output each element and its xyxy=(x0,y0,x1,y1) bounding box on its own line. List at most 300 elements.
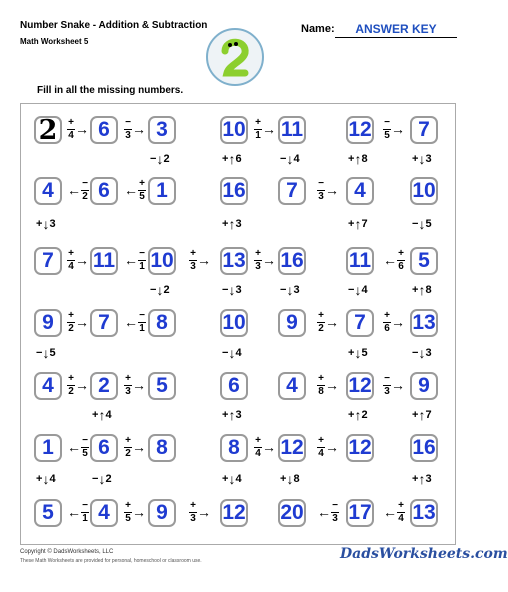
operator-amount: 2 xyxy=(125,448,131,459)
number-cell: 16 xyxy=(278,247,306,275)
operator xyxy=(222,152,242,166)
operator-amount: 3 xyxy=(425,152,432,165)
operator-amount: 3 xyxy=(235,218,242,230)
operator xyxy=(348,346,368,360)
number-cell: 1 xyxy=(148,177,176,205)
arrow-right-icon: → xyxy=(75,252,89,268)
operator-sign: + xyxy=(222,409,229,421)
arrow-right-icon: → xyxy=(75,314,89,330)
operator-amount: 8 xyxy=(361,152,368,165)
operator xyxy=(222,408,242,422)
arrow-down-icon: ↓ xyxy=(42,344,50,361)
arrow-left-icon: ← xyxy=(383,252,397,268)
operator-fraction xyxy=(138,249,146,272)
operator-fraction xyxy=(254,436,262,459)
number-cell: 6 xyxy=(90,434,118,462)
operator-sign: + xyxy=(222,472,229,485)
operator-fraction xyxy=(124,501,132,524)
operator xyxy=(348,152,368,166)
operator-amount: 6 xyxy=(235,152,242,165)
number-cell: 7 xyxy=(346,309,374,337)
operator xyxy=(189,249,211,272)
operator-sign: + xyxy=(222,152,229,165)
arrow-right-icon: → xyxy=(75,377,89,393)
operator-sign: + xyxy=(384,310,390,321)
operator-amount: 3 xyxy=(318,191,324,202)
name-field[interactable]: ANSWER KEY xyxy=(335,22,457,38)
operator-amount: 4 xyxy=(235,346,242,359)
operator xyxy=(92,472,112,486)
operator-fraction xyxy=(138,179,146,202)
arrow-left-icon: ← xyxy=(383,504,397,520)
operator xyxy=(383,501,405,524)
operator xyxy=(150,152,170,166)
number-cell: 2 xyxy=(90,372,118,400)
operator-sign: + xyxy=(222,218,229,230)
operator-sign: − xyxy=(222,284,229,296)
operator-fraction xyxy=(67,118,75,141)
arrow-left-icon: ← xyxy=(317,504,331,520)
operator-sign: − xyxy=(222,346,229,359)
arrow-left-icon: ← xyxy=(124,314,138,330)
number-cell: 12 xyxy=(346,372,374,400)
operator xyxy=(280,283,300,297)
arrow-down-icon: ↓ xyxy=(418,150,426,167)
operator-sign: − xyxy=(82,435,88,446)
operator xyxy=(67,501,89,524)
operator-sign: − xyxy=(82,178,88,189)
operator xyxy=(254,118,276,141)
number-cell: 16 xyxy=(220,177,248,205)
copyright-text: Copyright © DadsWorksheets, LLC xyxy=(20,549,114,555)
operator-amount: 4 xyxy=(105,409,112,421)
operator-sign: − xyxy=(412,346,419,359)
operator-amount: 2 xyxy=(361,409,368,421)
operator-amount: 3 xyxy=(293,284,300,296)
arrow-down-icon: ↓ xyxy=(286,150,294,167)
number-cell: 4 xyxy=(90,499,118,527)
operator-sign: − xyxy=(125,117,131,128)
operator-sign: + xyxy=(412,284,419,296)
operator-amount: 1 xyxy=(82,513,88,524)
operator-fraction xyxy=(331,501,339,524)
operator xyxy=(36,346,56,360)
operator-sign: − xyxy=(412,218,419,230)
arrow-right-icon: → xyxy=(132,504,146,520)
operator xyxy=(150,283,170,297)
operator-amount: 2 xyxy=(105,472,112,485)
operator-amount: 1 xyxy=(139,323,145,334)
operator-sign: − xyxy=(318,178,324,189)
operator xyxy=(383,311,405,334)
operator-sign: + xyxy=(348,218,355,230)
operator-sign: + xyxy=(318,310,324,321)
number-cell: 4 xyxy=(34,177,62,205)
number-cell: 6 xyxy=(90,177,118,205)
operator-amount: 7 xyxy=(425,409,432,421)
arrow-down-icon: ↓ xyxy=(156,150,164,167)
operator-amount: 3 xyxy=(235,284,242,296)
operator-amount: 5 xyxy=(139,191,145,202)
arrow-up-icon: ↑ xyxy=(228,407,236,423)
operator-amount: 2 xyxy=(163,284,170,296)
operator-sign: + xyxy=(125,500,131,511)
number-cell: 9 xyxy=(410,372,438,400)
arrow-down-icon: ↓ xyxy=(42,216,50,232)
operator-fraction xyxy=(189,249,197,272)
operator-amount: 3 xyxy=(125,130,131,141)
operator-fraction xyxy=(124,118,132,141)
arrow-right-icon: → xyxy=(391,377,405,393)
operator-amount: 3 xyxy=(255,261,261,272)
operator-sign: + xyxy=(139,178,145,189)
operator xyxy=(67,436,89,459)
operator-amount: 4 xyxy=(361,284,368,296)
operator-amount: 5 xyxy=(361,346,368,359)
arrow-up-icon: ↑ xyxy=(354,407,362,423)
usage-note: These Math Worksheets are provided for personal, homeschool or classroom use. xyxy=(20,558,202,564)
name-label: Name: xyxy=(301,23,335,35)
operator-sign: + xyxy=(348,152,355,165)
operator-sign: + xyxy=(190,500,196,511)
operator xyxy=(124,501,146,524)
operator-amount: 3 xyxy=(49,218,56,230)
operator-sign: − xyxy=(280,284,287,296)
operator-amount: 4 xyxy=(318,448,324,459)
operator-fraction xyxy=(383,311,391,334)
number-cell: 4 xyxy=(346,177,374,205)
operator-amount: 2 xyxy=(318,323,324,334)
number-cell: 11 xyxy=(346,247,374,275)
worksheet-title: Number Snake - Addition & Subtraction xyxy=(20,20,208,31)
arrow-down-icon: ↓ xyxy=(354,344,362,361)
operator-sign: + xyxy=(68,373,74,384)
number-cell: 3 xyxy=(148,116,176,144)
operator-sign: + xyxy=(412,152,419,165)
arrow-down-icon: ↓ xyxy=(98,470,106,487)
arrow-down-icon: ↓ xyxy=(42,470,50,487)
operator xyxy=(317,311,339,334)
operator xyxy=(412,283,432,297)
operator xyxy=(383,374,405,397)
operator-fraction xyxy=(189,501,197,524)
operator-amount: 5 xyxy=(82,448,88,459)
operator-amount: 8 xyxy=(293,472,300,485)
number-cell: 10 xyxy=(148,247,176,275)
operator-sign: + xyxy=(412,409,419,421)
operator-amount: 4 xyxy=(293,152,300,165)
arrow-right-icon: → xyxy=(197,252,211,268)
arrow-left-icon: ← xyxy=(124,252,138,268)
operator-amount: 5 xyxy=(384,130,390,141)
operator xyxy=(348,217,368,231)
operator xyxy=(280,152,300,166)
operator-sign: + xyxy=(398,500,404,511)
operator-sign: + xyxy=(280,472,287,485)
snake-logo xyxy=(205,27,265,87)
arrow-right-icon: → xyxy=(262,121,276,137)
operator-sign: − xyxy=(92,472,99,485)
number-cell: 9 xyxy=(34,309,62,337)
operator xyxy=(348,408,368,422)
number-cell: 9 xyxy=(148,499,176,527)
operator-sign: + xyxy=(398,248,404,259)
operator-fraction xyxy=(383,374,391,397)
number-cell: 12 xyxy=(346,434,374,462)
number-cell: 12 xyxy=(220,499,248,527)
operator-fraction xyxy=(397,501,405,524)
arrow-down-icon: ↓ xyxy=(354,282,362,298)
arrow-up-icon: ↑ xyxy=(354,150,362,167)
operator-sign: + xyxy=(318,373,324,384)
arrow-right-icon: → xyxy=(132,121,146,137)
operator-amount: 4 xyxy=(49,472,56,485)
number-cell: 9 xyxy=(278,309,306,337)
arrow-right-icon: → xyxy=(262,252,276,268)
operator xyxy=(124,311,146,334)
operator-sign: − xyxy=(384,373,390,384)
operator-fraction xyxy=(67,311,75,334)
operator-sign: − xyxy=(82,500,88,511)
operator-sign: + xyxy=(92,409,99,421)
operator xyxy=(412,472,432,486)
arrow-down-icon: ↓ xyxy=(228,282,236,298)
operator-sign: − xyxy=(150,152,157,165)
operator-sign: + xyxy=(68,248,74,259)
operator xyxy=(67,374,89,397)
operator xyxy=(317,374,339,397)
operator-amount: 7 xyxy=(361,218,368,230)
operator-amount: 4 xyxy=(68,261,74,272)
arrow-right-icon: → xyxy=(325,182,339,198)
arrow-right-icon: → xyxy=(325,377,339,393)
arrow-right-icon: → xyxy=(197,504,211,520)
number-cell: 7 xyxy=(34,247,62,275)
operator xyxy=(124,118,146,141)
number-cell: 11 xyxy=(278,116,306,144)
operator-amount: 4 xyxy=(68,130,74,141)
operator-amount: 2 xyxy=(68,386,74,397)
operator-amount: 3 xyxy=(332,513,338,524)
number-cell: 5 xyxy=(34,499,62,527)
operator xyxy=(124,374,146,397)
number-cell: 4 xyxy=(278,372,306,400)
operator xyxy=(222,346,242,360)
operator-amount: 4 xyxy=(398,513,404,524)
operator-amount: 2 xyxy=(163,152,170,165)
number-cell: 13 xyxy=(410,309,438,337)
arrow-right-icon: → xyxy=(325,439,339,455)
arrow-right-icon: → xyxy=(132,439,146,455)
operator-amount: 6 xyxy=(398,261,404,272)
operator-amount: 3 xyxy=(235,409,242,421)
arrow-right-icon: → xyxy=(391,314,405,330)
arrow-left-icon: ← xyxy=(67,182,81,198)
arrow-up-icon: ↑ xyxy=(98,407,106,423)
operator-sign: − xyxy=(280,152,287,165)
operator xyxy=(67,249,89,272)
number-cell: 7 xyxy=(410,116,438,144)
number-cell: 4 xyxy=(34,372,62,400)
operator-sign: + xyxy=(348,409,355,421)
number-cell: 7 xyxy=(278,177,306,205)
operator-amount: 3 xyxy=(190,261,196,272)
number-cell: 20 xyxy=(278,499,306,527)
operator xyxy=(317,179,339,202)
arrow-right-icon: → xyxy=(391,121,405,137)
operator xyxy=(222,283,242,297)
operator-sign: + xyxy=(36,472,43,485)
operator-amount: 3 xyxy=(425,472,432,485)
operator-fraction xyxy=(81,179,89,202)
operator xyxy=(317,501,339,524)
operator xyxy=(412,408,432,422)
operator-sign: − xyxy=(150,284,157,296)
operator-fraction xyxy=(81,501,89,524)
arrow-down-icon: ↓ xyxy=(418,344,426,361)
operator-amount: 8 xyxy=(425,284,432,296)
operator xyxy=(36,472,56,486)
arrow-down-icon: ↓ xyxy=(286,282,294,298)
operator-amount: 3 xyxy=(384,386,390,397)
operator-sign: + xyxy=(255,117,261,128)
operator-fraction xyxy=(317,436,325,459)
operator xyxy=(36,217,56,231)
operator-amount: 3 xyxy=(425,346,432,359)
operator-sign: − xyxy=(139,248,145,259)
number-cell: 5 xyxy=(410,247,438,275)
arrow-right-icon: → xyxy=(262,439,276,455)
number-cell: 16 xyxy=(410,434,438,462)
arrow-left-icon: ← xyxy=(67,504,81,520)
operator xyxy=(412,346,432,360)
operator-fraction xyxy=(67,249,75,272)
operator-amount: 3 xyxy=(190,513,196,524)
operator xyxy=(92,408,112,422)
operator-amount: 5 xyxy=(49,346,56,359)
arrow-left-icon: ← xyxy=(67,439,81,455)
arrow-right-icon: → xyxy=(75,121,89,137)
operator-sign: + xyxy=(68,117,74,128)
operator xyxy=(124,249,146,272)
operator xyxy=(254,249,276,272)
puzzle-area xyxy=(20,103,456,545)
number-cell: 7 xyxy=(90,309,118,337)
arrow-up-icon: ↑ xyxy=(418,407,426,423)
operator xyxy=(348,283,368,297)
arrow-right-icon: → xyxy=(325,314,339,330)
operator-sign: + xyxy=(318,435,324,446)
operator-sign: − xyxy=(332,500,338,511)
number-cell: 8 xyxy=(148,309,176,337)
operator xyxy=(67,118,89,141)
operator-sign: + xyxy=(125,373,131,384)
operator xyxy=(124,179,146,202)
operator-fraction xyxy=(397,249,405,272)
operator-amount: 4 xyxy=(235,472,242,485)
operator-sign: − xyxy=(139,310,145,321)
operator-sign: + xyxy=(412,472,419,485)
arrow-up-icon: ↑ xyxy=(418,470,426,487)
operator-amount: 1 xyxy=(255,130,261,141)
operator-fraction xyxy=(138,311,146,334)
operator-fraction xyxy=(81,436,89,459)
operator xyxy=(383,249,405,272)
number-cell: 10 xyxy=(220,309,248,337)
operator xyxy=(189,501,211,524)
number-cell: 5 xyxy=(148,372,176,400)
operator-fraction xyxy=(124,374,132,397)
arrow-down-icon: ↓ xyxy=(156,282,164,298)
operator xyxy=(412,152,432,166)
operator xyxy=(124,436,146,459)
operator-sign: + xyxy=(348,346,355,359)
operator-fraction xyxy=(317,179,325,202)
number-cell: 12 xyxy=(278,434,306,462)
operator xyxy=(280,472,300,486)
operator xyxy=(222,472,242,486)
operator-amount: 1 xyxy=(139,261,145,272)
number-cell: 10 xyxy=(220,116,248,144)
operator-sign: + xyxy=(255,435,261,446)
operator-fraction xyxy=(317,311,325,334)
operator-sign: + xyxy=(125,435,131,446)
number-cell: 10 xyxy=(410,177,438,205)
number-cell: 13 xyxy=(410,499,438,527)
arrow-down-icon: ↓ xyxy=(418,216,426,232)
operator-sign: − xyxy=(384,117,390,128)
arrow-up-icon: ↑ xyxy=(354,216,362,232)
start-number: 2 xyxy=(34,116,62,144)
arrow-up-icon: ↑ xyxy=(228,150,236,167)
operator-amount: 2 xyxy=(68,323,74,334)
operator-sign: + xyxy=(255,248,261,259)
number-cell: 11 xyxy=(90,247,118,275)
operator xyxy=(67,311,89,334)
footer-logo: DadsWorksheets.com xyxy=(340,546,508,562)
operator xyxy=(67,179,89,202)
operator-amount: 5 xyxy=(125,513,131,524)
operator-fraction xyxy=(317,374,325,397)
operator xyxy=(254,436,276,459)
operator xyxy=(412,217,432,231)
number-cell: 17 xyxy=(346,499,374,527)
operator-fraction xyxy=(124,436,132,459)
operator-amount: 4 xyxy=(255,448,261,459)
operator-sign: − xyxy=(36,346,43,359)
operator-amount: 6 xyxy=(384,323,390,334)
number-cell: 6 xyxy=(90,116,118,144)
operator-sign: − xyxy=(348,284,355,296)
number-cell: 8 xyxy=(148,434,176,462)
operator-fraction xyxy=(67,374,75,397)
worksheet-subtitle: Math Worksheet 5 xyxy=(20,37,89,46)
operator-sign: + xyxy=(36,218,43,230)
operator xyxy=(383,118,405,141)
arrow-down-icon: ↓ xyxy=(286,470,294,487)
number-cell: 8 xyxy=(220,434,248,462)
number-cell: 12 xyxy=(346,116,374,144)
operator-amount: 3 xyxy=(125,386,131,397)
arrow-down-icon: ↓ xyxy=(228,344,236,361)
number-cell: 13 xyxy=(220,247,248,275)
operator-fraction xyxy=(383,118,391,141)
arrow-up-icon: ↑ xyxy=(228,216,236,232)
number-cell: 6 xyxy=(220,372,248,400)
operator-fraction xyxy=(254,118,262,141)
operator-amount: 2 xyxy=(82,191,88,202)
operator-sign: + xyxy=(190,248,196,259)
